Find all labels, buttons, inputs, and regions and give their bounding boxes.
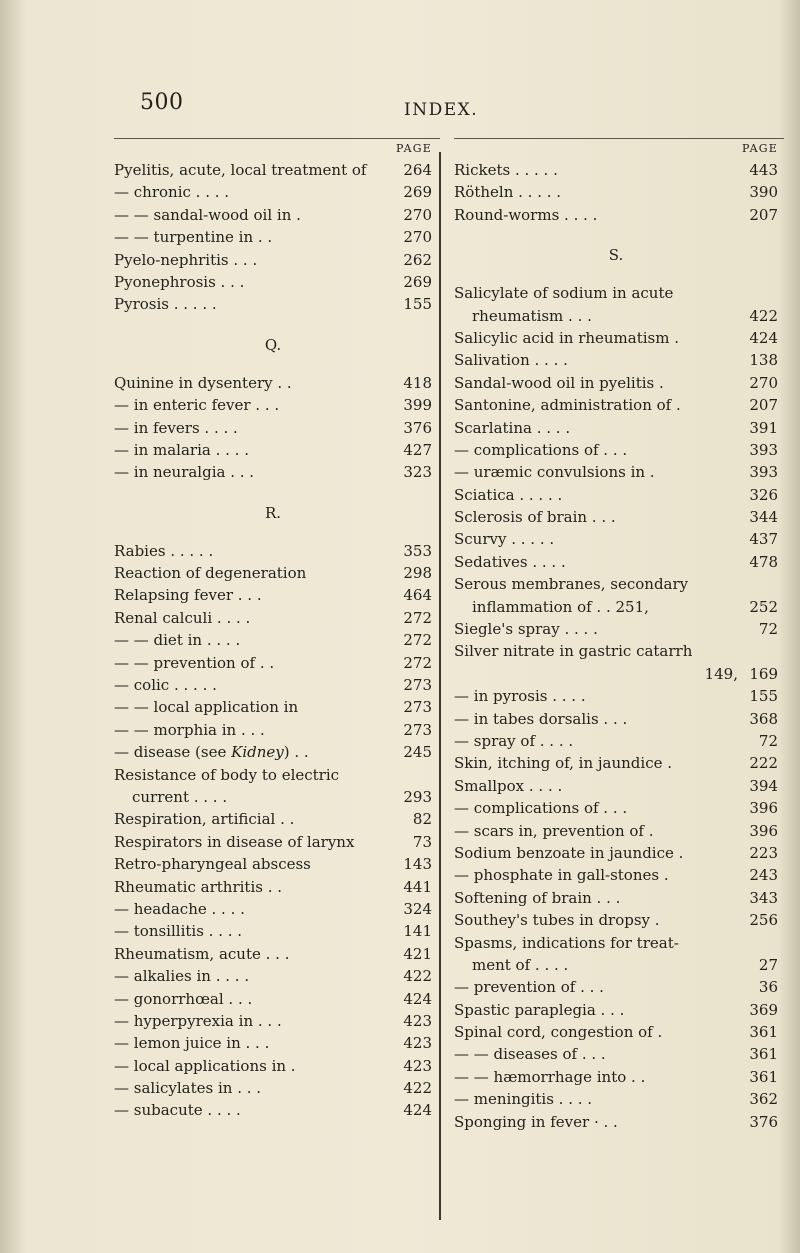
entry-text: Sandal-wood oil in pyelitis . [454,373,664,392]
entry-page-number: 270 [403,228,432,247]
entry-page-number: 393 [749,440,778,459]
index-entry [454,685,778,707]
index-entry [114,372,432,394]
page-shadow-right [778,0,800,1253]
entry-text: — — morphia in . . . [114,720,265,739]
column-divider [439,152,441,1220]
entry-text: — uræmic convulsions in . [454,463,655,482]
index-entry [454,394,778,416]
index-entry [454,1111,778,1133]
index-entry [454,506,778,528]
entry-page-number: 272 [403,631,432,650]
index-entry [114,876,432,898]
index-entry [454,954,778,976]
entry-page-number: 423 [403,1011,432,1030]
entry-page-number: 207 [749,396,778,415]
index-entry [454,976,778,998]
entry-text: — gonorrhœal . . . [114,989,253,1008]
index-entry [114,943,432,965]
cross-reference-term: Kidney [231,743,284,762]
index-entry [454,439,778,461]
entry-page-number: 272 [403,608,432,627]
index-entry [114,562,432,584]
entry-text: rheumatism . . . [472,306,592,325]
entry-page-number: 222 [749,754,778,773]
entry-page-number: 155 [749,687,778,706]
index-entry [114,853,432,875]
entry-text: Pyelo-nephritis . . . [114,250,258,269]
entry-text: Siegle's spray . . . . [454,620,598,639]
left-column [114,142,432,1122]
entry-page-number: 343 [749,888,778,907]
entry-text: Quinine in dysentery . . [114,373,292,392]
index-entry [454,640,778,662]
index-entry [454,730,778,752]
entry-text: current . . . . [132,787,228,806]
entry-text: Southey's tubes in dropsy . [454,911,660,930]
entry-page-number: 269 [403,272,432,291]
index-entry [454,708,778,730]
entry-page-number: 72 [758,620,778,639]
index-entry [114,271,432,293]
entry-text: Respiration, artificial . . [114,810,295,829]
entry-page-number: 155 [403,295,432,314]
index-entry [454,204,778,226]
entry-text: — prevention of . . . [454,978,604,997]
entry-text: Scarlatina . . . . [454,418,571,437]
entry-text: — hyperpyrexia in . . . [114,1011,282,1030]
index-entry [454,181,778,203]
entry-text: — — diseases of . . . [454,1045,606,1064]
section-letter: S. [608,246,624,265]
entry-page-number: 207 [749,205,778,224]
index-entry [114,808,432,830]
entry-text: — colic . . . . . [114,676,217,695]
entry-text: ment of . . . . [472,955,569,974]
page-shadow-left [0,0,26,1253]
index-entry [454,1066,778,1088]
entry-page-number: 396 [749,821,778,840]
entry-text: Sclerosis of brain . . . [454,508,616,527]
entry-page-number: 270 [403,205,432,224]
section-letter: R. [264,503,282,522]
index-entry [454,1043,778,1065]
entry-page-number: 418 [403,373,432,392]
entry-text: Spastic paraplegia . . . [454,1000,625,1019]
entry-text: Smallpox . . . . [454,776,563,795]
entry-page-number: 273 [403,676,432,695]
entry-text: — — sandal-wood oil in . [114,205,301,224]
index-entry [114,1099,432,1121]
entry-text: — in tabes dorsalis . . . [454,709,628,728]
index-entry [114,181,432,203]
entry-text: — — turpentine in . . [114,228,273,247]
entry-text: — — local application in [114,698,299,717]
entry-text: — scars in, prevention of . [454,821,654,840]
entry-text: Salicylic acid in rheumatism . [454,328,680,347]
index-entry [454,618,778,640]
entry-text: — — diet in . . . . [114,631,241,650]
entry-text: — complications of . . . [454,799,628,818]
index-entry [114,394,432,416]
index-entry [114,584,432,606]
entry-page-number: 427 [403,440,432,459]
entry-text: Santonine, administration of . [454,396,681,415]
entry-text: Pyrosis . . . . . [114,295,217,314]
entry-text: Rötheln . . . . . [454,183,562,202]
entry-text: Rabies . . . . . [114,541,214,560]
entry-page-number: 326 [749,485,778,504]
index-entry [114,764,432,786]
entry-text: Scurvy . . . . . [454,530,555,549]
index-entry [454,932,778,954]
index-entry [114,204,432,226]
index-entry [114,249,432,271]
entry-text: Softening of brain . . . [454,888,621,907]
entry-text: Serous membranes, secondary [454,575,689,594]
index-entry [454,484,778,506]
index-entry [114,988,432,1010]
index-entry [114,920,432,942]
entry-page-number: 245 [403,743,432,762]
entry-text: — in enteric fever . . . [114,396,280,415]
entry-page-number: 252 [749,597,778,616]
entry-text: Salivation . . . . [454,351,568,370]
index-entry [114,741,432,763]
page-column-label: PAGE [742,142,778,155]
entry-page-number: 394 [749,776,778,795]
index-entry [454,596,778,618]
entry-page-number: 223 [749,843,778,862]
entry-page-number: 36 [758,978,778,997]
entry-text: Pyelitis, acute, local treatment of [114,161,367,179]
entry-page-number: 478 [749,552,778,571]
entry-text: Sedatives . . . . [454,552,566,571]
entry-text: — lemon juice in . . . [114,1034,270,1053]
entry-page-number: 361 [749,1045,778,1064]
entry-text: — phosphate in gall-stones . [454,866,669,885]
entry-text: Relapsing fever . . . [114,586,262,605]
index-entry [454,663,778,685]
entry-text: — in malaria . . . . [114,440,249,459]
entry-page-number: 441 [403,877,432,896]
entry-page-number: 264 [403,161,432,179]
entry-text: — headache . . . . [114,899,245,918]
entry-page-number: 368 [749,709,778,728]
entry-text: — salicylates in . . . [114,1079,262,1098]
entry-page-number: 424 [749,328,778,347]
entry-page-number: 141 [403,922,432,941]
index-entry [114,965,432,987]
index-entry [114,898,432,920]
header-rule-left [114,138,440,139]
entry-page-number: 399 [403,396,432,415]
entry-text: — complications of . . . [454,440,628,459]
index-entry [114,831,432,853]
index-entry [454,349,778,371]
entry-page-number: 27 [758,955,778,974]
index-entry [114,159,432,181]
index-entry [454,551,778,573]
entry-page-number: 273 [403,698,432,717]
entry-page-number: 243 [749,866,778,885]
entry-page-number: 169 [749,664,778,683]
page-number: 500 [140,90,184,115]
entry-page-number: 293 [403,787,432,806]
entry-page-number: 143 [403,855,432,874]
index-entry [454,528,778,550]
entry-page-number: 376 [403,418,432,437]
entry-text: — spray of . . . . [454,731,574,750]
entry-text: Pyonephrosis . . . [114,272,245,291]
entry-text: Sodium benzoate in jaundice . [454,843,684,862]
index-entry [114,696,432,718]
index-entry [454,159,778,181]
entry-page-number: 298 [403,564,432,583]
entry-page-number: 376 [749,1112,778,1131]
entry-text: Rickets . . . . . [454,161,558,179]
index-entry [454,1088,778,1110]
entry-text: Sponging in fever · . . [454,1112,618,1131]
entry-page-number: 269 [403,183,432,202]
index-entry [114,461,432,483]
index-entry [114,607,432,629]
index-entry [114,417,432,439]
entry-page-number: 362 [749,1090,778,1109]
entry-page-number: 353 [403,541,432,560]
index-entry [454,573,778,595]
entry-page-number: 272 [403,653,432,672]
index-entry [454,797,778,819]
page-column-label: PAGE [396,142,432,155]
index-entry [114,786,432,808]
entry-text: — alkalies in . . . . [114,967,250,986]
index-entry [114,1055,432,1077]
index-entry [454,1021,778,1043]
index-entry [454,864,778,886]
entry-text: — local applications in . [114,1056,296,1075]
index-entry [454,999,778,1021]
entry-text: — in pyrosis . . . . [454,687,586,706]
entry-page-number: 73 [412,832,432,851]
index-entry [454,305,778,327]
index-entry [454,417,778,439]
entry-page-number: 421 [403,944,432,963]
index-entry [114,1077,432,1099]
index-title: INDEX. [404,100,479,120]
header-rule-right [454,138,784,139]
entry-page-number: 324 [403,899,432,918]
entry-text: — disease (see Kidney) . . [114,743,309,762]
entry-text: — meningitis . . . . [454,1090,593,1109]
entry-text: Respirators in disease of larynx [114,832,355,851]
index-entry [114,1032,432,1054]
entry-text: inflammation of . . 251, [472,597,649,616]
entry-page-number: 443 [749,161,778,179]
entry-text: Rheumatism, acute . . . [114,944,290,963]
entry-text: Silver nitrate in gastric catarrh [454,642,693,661]
entry-text: — tonsillitis . . . . [114,922,243,941]
index-entry [114,226,432,248]
entry-page-number: 437 [749,530,778,549]
entry-text: Rheumatic arthritis . . [114,877,283,896]
index-entry [454,820,778,842]
entry-text: Salicylate of sodium in acute [454,284,674,303]
entry-page-number: 424 [403,1101,432,1120]
index-entry [454,327,778,349]
entry-text: Retro-pharyngeal abscess [114,855,311,874]
entry-page-number: 422 [749,306,778,325]
section-letter: Q. [264,335,282,354]
entry-page-number: 393 [749,463,778,482]
index-entry [454,752,778,774]
entry-page-number: 361 [749,1023,778,1042]
entry-text: — — hæmorrhage into . . [454,1067,646,1086]
index-entry [454,461,778,483]
entry-page-number: 323 [403,463,432,482]
right-column [454,142,778,1133]
index-entry [114,652,432,674]
entry-text: Spasms, indications for treat- [454,933,679,952]
entry-text: Spinal cord, congestion of . [454,1023,663,1042]
entry-text: — — prevention of . . [114,653,275,672]
index-entry [454,775,778,797]
index-entry [114,1010,432,1032]
entry-page-number: 262 [403,250,432,269]
index-entry [114,439,432,461]
entry-page-number: 273 [403,720,432,739]
entry-page-number: 369 [749,1000,778,1019]
entry-text: 149, [704,664,738,683]
index-entry [114,629,432,651]
index-entry [114,293,432,315]
entry-page-number: 270 [749,373,778,392]
entry-page-number: 72 [758,731,778,750]
entry-page-number: 82 [412,810,432,829]
index-entry [454,282,778,304]
index-entry [454,372,778,394]
entry-page-number: 256 [749,911,778,930]
index-entry [454,909,778,931]
entry-page-number: 423 [403,1034,432,1053]
index-entry [114,674,432,696]
index-entry [454,842,778,864]
entry-text: — in fevers . . . . [114,418,238,437]
entry-page-number: 391 [749,418,778,437]
entry-page-number: 422 [403,967,432,986]
entry-text: — in neuralgia . . . [114,463,255,482]
entry-page-number: 424 [403,989,432,1008]
entry-page-number: 464 [403,586,432,605]
entry-text: Resistance of body to electric [114,765,340,784]
entry-page-number: 396 [749,799,778,818]
entry-page-number: 138 [749,351,778,370]
entry-page-number: 422 [403,1079,432,1098]
entry-text: Sciatica . . . . . [454,485,563,504]
entry-text: Renal calculi . . . . [114,608,251,627]
entry-page-number: 423 [403,1056,432,1075]
index-entry [114,540,432,562]
entry-text: Skin, itching of, in jaundice . [454,754,673,773]
entry-text: Reaction of degeneration [114,564,307,583]
index-entry [114,719,432,741]
entry-text: — chronic . . . . [114,183,230,202]
index-entry [454,887,778,909]
entry-text: Round-worms . . . . [454,205,598,224]
entry-page-number: 361 [749,1067,778,1086]
entry-text: — subacute . . . . [114,1101,241,1120]
entry-page-number: 344 [749,508,778,527]
entry-page-number: 390 [749,183,778,202]
